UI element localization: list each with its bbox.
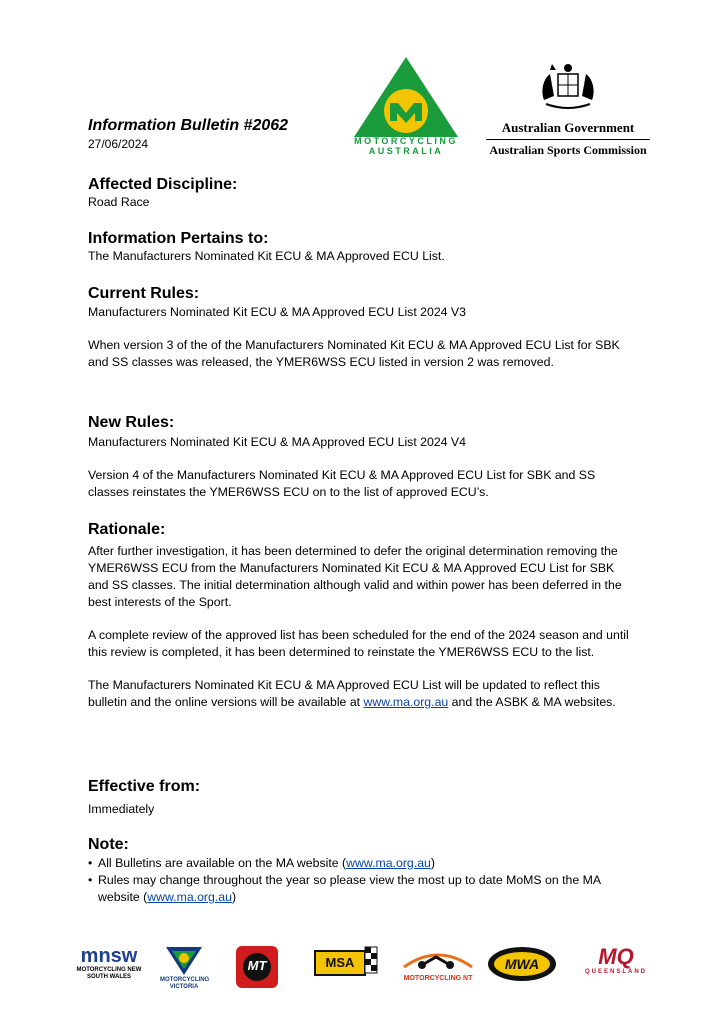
motorcycling-sa-logo: MSA [313, 945, 379, 979]
rationale-p1: After further investigation, it has been determined to defer the original determination removing the YMER6WSS ECU from the Manufacturers Nominated Kit ECU & MA Approved ECU List for SBK and SS classes. The initial determination although valid and within power has been deferred in the best interests of the Sport. [88, 544, 622, 609]
motorcycling-tasmania-logo: MT [235, 945, 279, 989]
pertains-text: The Manufacturers Nominated Kit ECU & MA Approved ECU List. [88, 249, 445, 263]
new-rules-heading: New Rules: [88, 414, 175, 431]
motorcycling-victoria-logo: MOTORCYCLING VICTORIA [160, 945, 208, 991]
new-rules-p2: Version 4 of the Manufacturers Nominated Kit ECU & MA Approved ECU List for SBK and SS classes reinstates the YMER6WSS ECU on to the list of approved ECU’s. [88, 468, 596, 499]
motorcycling-wa-logo: MWA [486, 945, 558, 983]
current-rules-body [88, 304, 636, 371]
rationale-body [88, 543, 636, 711]
new-rules-body [88, 434, 636, 501]
rationale-heading: Rationale: [88, 521, 166, 538]
australian-government-logo [486, 60, 650, 158]
new-rules-p1: Manufacturers Nominated Kit ECU & MA Approved ECU List 2024 V4 [88, 435, 466, 449]
rationale-p3: The Manufacturers Nominated Kit ECU & MA Approved ECU List will be updated to reflect this bulletin and the online versions will be available at www.ma.org.au and the ASBK & MA websites. [88, 678, 616, 709]
coat-of-arms-icon [536, 60, 600, 116]
motorcycling-nt-logo: MOTORCYCLING NT [400, 945, 476, 982]
list-item: • Rules may change throughout the year so please view the most up to date MoMS on the MA website (www.ma.org.au) [88, 873, 601, 904]
current-rules-p2: When version 3 of the of the Manufacturers Nominated Kit ECU & MA Approved ECU List for SBK and SS classes was released, the YMER6WSS ECU listed in version 2 was removed. [88, 338, 620, 369]
ma-logo-text: MOTORCYCLING AUSTRALIA [354, 136, 458, 156]
effective-from-heading: Effective from: [88, 778, 201, 795]
rationale-p2: A complete review of the approved list has been scheduled for the end of the 2024 season and until this review is completed, it has been determined to reinstate the YMER6WSS ECU to the list. [88, 628, 629, 659]
bulletin-date: 27/06/2024 [88, 137, 149, 151]
note-list [88, 855, 636, 906]
current-rules-p1: Manufacturers Nominated Kit ECU & MA Approved ECU List 2024 V3 [88, 305, 466, 319]
note-heading: Note: [88, 836, 129, 853]
list-item: • All Bulletins are available on the MA website (www.ma.org.au) [88, 856, 435, 870]
affected-discipline-text: Road Race [88, 195, 150, 209]
current-rules-heading: Current Rules: [88, 285, 200, 302]
pertains-heading: Information Pertains to: [88, 230, 269, 247]
effective-from-text: Immediately [88, 802, 155, 816]
affected-discipline-heading: Affected Discipline: [88, 176, 238, 193]
bulletin-title: Information Bulletin #2062 [88, 117, 289, 134]
gov-line-1: Australian Government [501, 120, 635, 135]
motorcycling-nsw-logo: mnsw MOTORCYCLING NEW SOUTH WALES [76, 945, 142, 980]
motorcycling-queensland-logo: MQ QUEENSLAND [584, 944, 647, 975]
ma-website-link[interactable]: www.ma.org.au [363, 695, 449, 709]
gov-line-2: Australian Sports Commission [489, 143, 647, 157]
ma-website-link[interactable]: www.ma.org.au [346, 856, 431, 870]
ma-website-link[interactable]: www.ma.org.au [147, 890, 232, 904]
